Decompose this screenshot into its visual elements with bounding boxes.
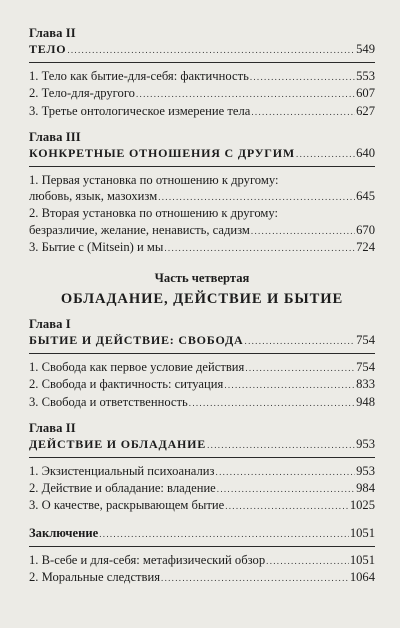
entry-title: 3. Свобода и ответственность xyxy=(29,394,188,409)
page-number: 553 xyxy=(356,69,375,84)
chapter-title: ДЕЙСТВИЕ И ОБЛАДАНИЕ xyxy=(29,436,207,451)
chapter-label: Глава II xyxy=(29,26,76,40)
leader-dots xyxy=(224,377,355,393)
page-number: 953 xyxy=(356,464,375,479)
spacer xyxy=(29,515,375,525)
page-number: 627 xyxy=(356,103,375,118)
page-number: 1064 xyxy=(349,570,375,585)
page-number: 1051 xyxy=(349,525,375,540)
toc-entry xyxy=(29,103,375,120)
entry-title: 2. Действие и обладание: владение xyxy=(29,481,216,496)
leader-dots xyxy=(296,146,355,162)
spacer xyxy=(29,309,375,317)
part-heading xyxy=(29,271,375,309)
chapter-title: Заключение xyxy=(29,525,99,540)
entry-title-line1: 2. Вторая установка по отношению к другому: xyxy=(29,206,279,221)
entry-title: 2. Тело-для-другого xyxy=(29,86,135,101)
page-number: 607 xyxy=(356,86,375,101)
entry-title: 1. Тело как бытие-для-себя: фактичность xyxy=(29,69,249,84)
toc-entry xyxy=(29,394,375,411)
toc-entry xyxy=(29,68,375,85)
entry-title-line2: любовь, язык, мазохизм xyxy=(29,189,158,204)
toc-entry xyxy=(29,359,375,376)
toc-entry xyxy=(29,480,375,497)
page-number: 1025 xyxy=(349,498,375,513)
page-number: 640 xyxy=(356,145,375,160)
spacer xyxy=(29,411,375,421)
leader-dots xyxy=(245,333,356,349)
entry-title-line2: безразличие, желание, ненависть, садизм xyxy=(29,222,250,237)
divider xyxy=(29,166,375,167)
page-number: 1051 xyxy=(349,552,375,567)
entry-title: 2. Свобода и фактичность: ситуация xyxy=(29,377,224,392)
chapter-title-line xyxy=(29,41,375,58)
page-number: 833 xyxy=(356,377,375,392)
entry-title: 3. Третье онтологическое измерение тела xyxy=(29,103,251,118)
leader-dots xyxy=(189,395,355,411)
entry-title: 2. Моральные следствия xyxy=(29,570,161,585)
toc-entry xyxy=(29,552,375,569)
toc-entry xyxy=(29,463,375,480)
divider xyxy=(29,546,375,547)
leader-dots xyxy=(251,104,355,120)
chapter-label: Глава I xyxy=(29,317,71,332)
entry-title: 3. Бытие с (Mitsein) и мы xyxy=(29,239,164,254)
toc-entry xyxy=(29,188,375,205)
entry-title: 1. В-себе и для-себя: метафизический обзор xyxy=(29,552,266,567)
leader-dots xyxy=(161,570,349,586)
divider xyxy=(29,353,375,354)
chapter-title: БЫТИЕ И ДЕЙСТВИЕ: СВОБОДА xyxy=(29,333,244,348)
page-number: 549 xyxy=(356,42,375,56)
toc-entry xyxy=(29,222,375,239)
spacer xyxy=(29,256,375,271)
part-label: Часть четвертая xyxy=(154,271,250,286)
chapter-title-line xyxy=(29,145,375,162)
part-title: ОБЛАДАНИЕ, ДЕЙСТВИЕ И БЫТИЕ xyxy=(60,291,344,308)
table-of-contents xyxy=(29,26,375,586)
leader-dots xyxy=(67,42,355,58)
divider xyxy=(29,62,375,63)
leader-dots xyxy=(251,223,355,239)
leader-dots xyxy=(136,86,355,102)
spacer xyxy=(29,120,375,130)
leader-dots xyxy=(164,240,355,256)
entry-title: 3. О качестве, раскрывающем бытие xyxy=(29,498,225,513)
page-number: 953 xyxy=(356,436,375,451)
page-number: 754 xyxy=(356,360,375,375)
leader-dots xyxy=(266,553,349,569)
leader-dots xyxy=(225,498,349,514)
chapter-label: Глава III xyxy=(29,129,81,144)
leader-dots xyxy=(245,360,355,376)
page-number: 670 xyxy=(356,222,375,237)
entry-title: 1. Экзистенциальный психоанализ xyxy=(29,464,215,479)
page-number: 984 xyxy=(356,481,375,496)
leader-dots xyxy=(250,69,355,85)
toc-entry xyxy=(29,376,375,393)
chapter-label: Глава II xyxy=(29,420,76,435)
leader-dots xyxy=(217,481,355,497)
entry-title-line1: 1. Первая установка по отношению к другому: xyxy=(29,173,279,188)
entry-title: 1. Свобода как первое условие действия xyxy=(29,360,245,375)
toc-entry xyxy=(29,239,375,256)
toc-entry xyxy=(29,497,375,514)
chapter-title-line xyxy=(29,436,375,453)
leader-dots xyxy=(99,526,349,542)
chapter-title-line xyxy=(29,332,375,349)
leader-dots xyxy=(207,437,355,453)
page-number: 754 xyxy=(356,333,375,348)
leader-dots xyxy=(158,189,355,205)
divider xyxy=(29,457,375,458)
chapter-title-line xyxy=(29,525,375,542)
page-number: 724 xyxy=(356,239,375,254)
chapter-title: ТЕЛО xyxy=(29,42,67,56)
leader-dots xyxy=(216,464,356,480)
page-number: 948 xyxy=(356,394,375,409)
chapter-title: КОНКРЕТНЫЕ ОТНОШЕНИЯ С ДРУГИМ xyxy=(29,145,296,160)
page-number: 645 xyxy=(356,189,375,204)
toc-entry xyxy=(29,569,375,586)
toc-entry xyxy=(29,85,375,102)
